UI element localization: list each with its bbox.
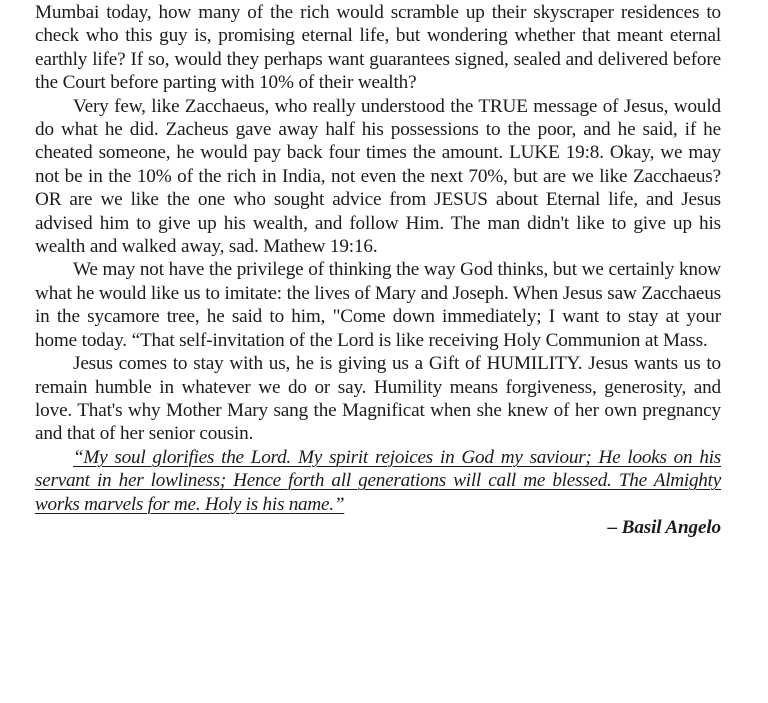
paragraph-1: Mumbai today, how many of the rich would scramble up their skyscraper residences to check who this guy is, promising eternal life, but wondering whether that meant eternal earthly life? If so, would they perhaps want guarantees signed, sealed and delivered before the Court before parting with 10% of their wealth? bbox=[35, 2, 721, 94]
paragraph-3: We may not have the privilege of thinking the way God thinks, but we certainly know what he would like us to imitate: the lives of Mary and Joseph. When Jesus saw Zacchaeus in the sycamore tree, he said to him, "Come down immediately; I want to stay at your home today. “That self-invitation of the Lord is like receiving Holy Communion at Mass. bbox=[35, 259, 721, 351]
magnificat-quote: “My soul glorifies the Lord. My spirit rejoices in God my saviour; He looks on his servant in her lowliness; Hence forth all generations will call me blessed. The Almighty works marvels for me. Holy is his name.” bbox=[35, 446, 721, 515]
paragraph-4: Jesus comes to stay with us, he is giving us a Gift of HUMILITY. Jesus wants us to remain humble in whatever we do or say. Humility means forgiveness, generosity, and love. That's why Mother Mary sang the Magnificat when she knew of her own pregnancy and that of her senior cousin. bbox=[35, 353, 721, 445]
paragraph-2: Very few, like Zacchaeus, who really understood the TRUE message of Jesus, would do what he did. Zacheus gave away half his possessions to the poor, and he said, if he cheated someone, he would pay back four times the amount. LUKE 19:8. Okay, we may not be in the 10% of the rich in India, not even the next 70%, but are we like Zacchaeus? OR are we like the one who sought advice from JESUS about Eternal life, and Jesus advised him to give up his wealth, and follow Him. The man didn't like to give up his wealth and walked away, sad. Mathew 19:16. bbox=[35, 95, 721, 258]
author-signature: – Basil Angelo bbox=[607, 516, 721, 538]
article-page bbox=[35, 0, 721, 539]
